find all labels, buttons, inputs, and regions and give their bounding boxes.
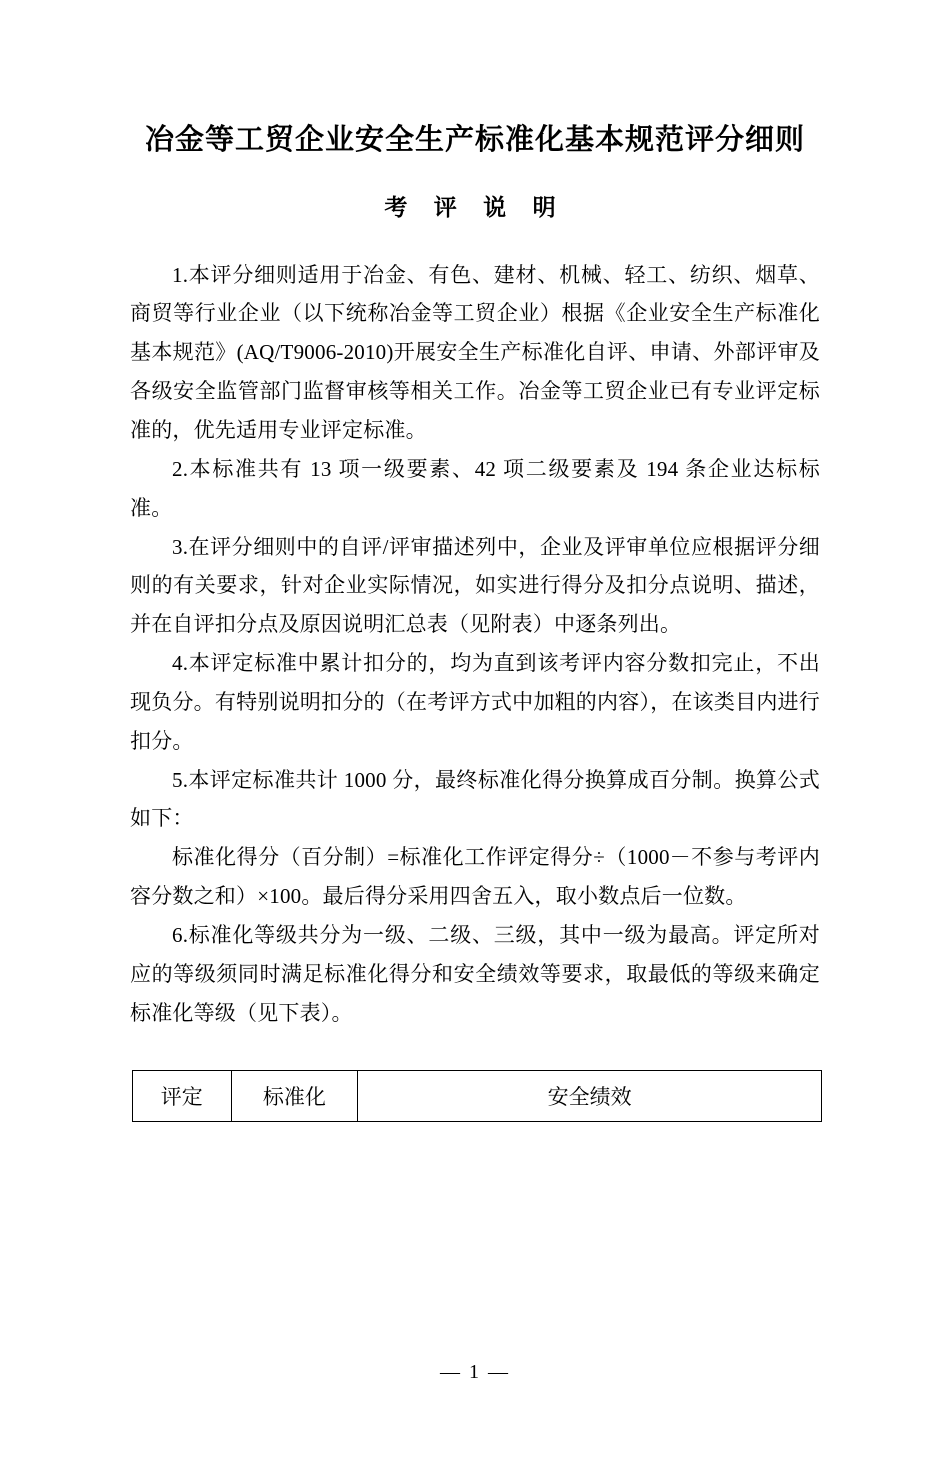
- document-page: [0, 120, 950, 1464]
- grade-table: [132, 1070, 822, 1122]
- table-row: [133, 1071, 822, 1122]
- paragraph-1: 1.本评分细则适用于冶金、有色、建材、机械、轻工、纺织、烟草、商贸等行业企业（以下统称冶金等工贸企业）根据《企业安全生产标准化基本规范》(AQ/T9006-2010)开展安全生产标准化自评、申请、外部评审及各级安全监管部门监督审核等相关工作。冶金等工贸企业已有专业评定标准的，优先适用专业评定标准。: [130, 262, 820, 442]
- page-subtitle: 考 评 说 明: [384, 193, 566, 220]
- paragraph-6-formula: 标准化得分（百分制）=标准化工作评定得分÷（1000－不参与考评内容分数之和）×100。最后得分采用四舍五入，取小数点后一位数。: [130, 845, 820, 909]
- paragraph-4: 4.本评定标准中累计扣分的，均为直到该考评内容分数扣完止，不出现负分。有特别说明扣分的（在考评方式中加粗的内容），在该类目内进行扣分。: [130, 651, 820, 753]
- table-header-safety-performance: 安全绩效: [358, 1071, 822, 1122]
- document-body: [130, 256, 820, 1033]
- paragraph-5: 5.本评定标准共计 1000 分，最终标准化得分换算成百分制。换算公式如下：: [130, 767, 820, 831]
- paragraph-3: 3.在评分细则中的自评/评审描述列中，企业及评审单位应根据评分细则的有关要求，针对企业实际情况，如实进行得分及扣分点说明、描述，并在自评扣分点及原因说明汇总表（见附表）中逐条列出。: [130, 534, 820, 637]
- table-header-evaluation: 评定: [133, 1071, 232, 1122]
- page-title: 冶金等工贸企业安全生产标准化基本规范评分细则: [144, 124, 805, 156]
- table-header-standardization: 标准化: [231, 1071, 358, 1122]
- paragraph-7: 6.标准化等级共分为一级、二级、三级，其中一级为最高。评定所对应的等级须同时满足标准化得分和安全绩效等要求，取最低的等级来确定标准化等级（见下表）。: [130, 922, 820, 1025]
- paragraph-2: 2.本标准共有 13 项一级要素、42 项二级要素及 194 条企业达标标准。: [130, 456, 820, 520]
- page-number: — 1 —: [440, 1361, 510, 1383]
